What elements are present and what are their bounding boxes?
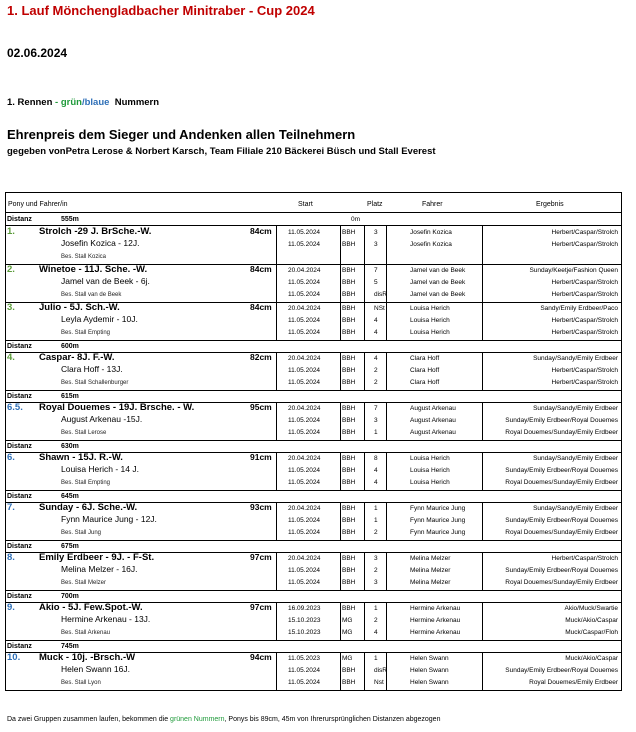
result-outcome: Sunday/Emily Erdbeer/Royal Douemes (505, 417, 618, 424)
column-divider (386, 602, 387, 640)
result-date: 11.05.2024 (288, 241, 321, 248)
result-place: 4 (374, 467, 378, 474)
result-track: BBH (342, 567, 356, 574)
result-date: 20.04.2024 (288, 505, 321, 512)
column-divider (276, 552, 277, 590)
column-divider (364, 452, 365, 490)
result-date: 11.05.2023 (288, 655, 321, 662)
result-outcome: Herbert/Caspar/Strolch (551, 279, 618, 286)
entry-number: 7. (7, 502, 15, 513)
column-divider (364, 264, 365, 302)
result-track: BBH (342, 241, 356, 248)
result-driver: Hermine Arkenau (410, 617, 461, 624)
entry-number: 2. (7, 264, 15, 275)
result-outcome: Herbert/Caspar/Strolch (551, 555, 618, 562)
race-suffix: Nummern (114, 97, 160, 108)
entry-number: 8. (7, 552, 15, 563)
entry-number: 10. (7, 652, 21, 663)
result-date: 11.05.2024 (288, 467, 321, 474)
result-date: 11.05.2024 (288, 379, 321, 386)
result-outcome: Sunday/Sandy/Emily Erdbeer (533, 455, 618, 462)
result-driver: August Arkenau (410, 405, 456, 412)
result-outcome: Sunday/Emily Erdbeer/Royal Douemes (505, 517, 618, 524)
pony-name: Winetoe - 11J. Sche. -W. (39, 264, 148, 275)
result-driver: Clara Hoff (410, 379, 440, 386)
column-divider (364, 352, 365, 390)
distance-value: 555m (61, 216, 79, 223)
result-date: 20.04.2024 (288, 555, 321, 562)
result-outcome: Akio/Muck/Swartie (564, 605, 618, 612)
pony-height: 97cm (250, 602, 272, 612)
result-place: 2 (374, 367, 378, 374)
column-divider (340, 226, 341, 264)
distance-value: 600m (61, 343, 79, 350)
column-divider (276, 402, 277, 440)
column-divider (482, 502, 483, 540)
column-divider (364, 302, 365, 340)
race-date: 02.06.2024 (7, 46, 68, 60)
result-driver: Louisa Herich (410, 455, 450, 462)
result-place: 1 (374, 517, 378, 524)
column-divider (386, 226, 387, 264)
result-place: 3 (374, 579, 378, 586)
pony-name: Shawn - 15J. R.-W. (39, 452, 123, 463)
result-date: 20.04.2024 (288, 405, 321, 412)
result-place: 1 (374, 605, 378, 612)
entry-number: 6.5. (7, 402, 23, 413)
footer-note (7, 716, 440, 723)
result-track: BBH (342, 605, 356, 612)
result-driver: Louisa Herich (410, 317, 450, 324)
result-outcome: Sunday/Sandy/Emily Erdbeer (533, 505, 618, 512)
result-outcome: Royal Douemes/Sunday/Emily Erdbeer (505, 579, 618, 586)
result-driver: Josefin Kozica (410, 229, 452, 236)
column-divider (276, 602, 277, 640)
pony-height: 97cm (250, 552, 272, 562)
entry-number: 3. (7, 302, 15, 313)
result-outcome: Herbert/Caspar/Strolch (551, 379, 618, 386)
result-track: BBH (342, 517, 356, 524)
result-place: NSt (374, 305, 385, 312)
result-track: BBH (342, 417, 356, 424)
pony-height: 84cm (250, 226, 272, 236)
distance-label: Distanz (7, 216, 32, 223)
row-divider (6, 540, 621, 541)
result-outcome: Herbert/Caspar/Strolch (551, 329, 618, 336)
result-outcome: Sunday/Sandy/Emily Erdbeer (533, 405, 618, 412)
result-place: 4 (374, 479, 378, 486)
result-track: BBH (342, 355, 356, 362)
result-track: BBH (342, 505, 356, 512)
result-outcome: Muck/Caspar/Floh (565, 629, 618, 636)
result-track: BBH (342, 579, 356, 586)
result-date: 11.05.2024 (288, 291, 321, 298)
result-place: disR (374, 667, 388, 674)
prize-heading: Ehrenpreis dem Sieger und Andenken allen Teilnehmern (7, 127, 356, 142)
result-outcome: Royal Douemes/Sunday/Emily Erdbeer (505, 529, 618, 536)
result-place: 4 (374, 329, 378, 336)
result-track: BBH (342, 291, 356, 298)
result-outcome: Sunday/Sandy/Emily Erdbeer (533, 355, 618, 362)
stable-name: Bes. Stall van de Beek (61, 292, 122, 298)
pony-height: 91cm (250, 452, 272, 462)
result-date: 20.04.2024 (288, 267, 321, 274)
column-divider (482, 264, 483, 302)
distance-value: 700m (61, 593, 79, 600)
result-track: BBH (342, 555, 356, 562)
result-driver: Jamel van de Beek (410, 267, 466, 274)
result-date: 11.05.2024 (288, 329, 321, 336)
row-divider (6, 640, 621, 641)
header-platz: Platz (367, 201, 383, 208)
stable-name: Bes. Stall Schallenburger (61, 380, 129, 386)
race-prefix: 1. Rennen (7, 97, 53, 108)
result-driver: August Arkenau (410, 429, 456, 436)
column-divider (340, 602, 341, 640)
column-divider (386, 302, 387, 340)
distance-value: 630m (61, 443, 79, 450)
result-track: BBH (342, 367, 356, 374)
row-divider (6, 340, 621, 341)
column-divider (482, 552, 483, 590)
distance-zero: 0m (351, 216, 361, 223)
column-divider (482, 226, 483, 264)
result-outcome: Sunday/Keetje/Fashion Queen (529, 267, 618, 274)
result-driver: Louisa Herich (410, 479, 450, 486)
result-outcome: Royal Douemes/Sunday/Emily Erdbeer (505, 429, 618, 436)
result-outcome: Royal Douemes/Emily Erdbeer (529, 679, 618, 686)
column-divider (364, 552, 365, 590)
race-heading (7, 97, 159, 108)
pony-name: Julio - 5J. Sch.-W. (39, 302, 120, 313)
race-slash: / (81, 97, 85, 108)
result-outcome: Herbert/Caspar/Strolch (551, 291, 618, 298)
result-driver: Josefin Kozica (410, 241, 452, 248)
result-place: 3 (374, 241, 378, 248)
race-sep: - (55, 97, 59, 108)
column-divider (482, 452, 483, 490)
pony-height: 94cm (250, 652, 272, 662)
result-outcome: Royal Douemes/Sunday/Emily Erdbeer (505, 479, 618, 486)
pony-name: Akio - 5J. Few.Spot.-W. (39, 602, 143, 613)
sponsor-line: gegeben vonPetra Lerose & Norbert Karsch, Team Filiale 210 Bäckerei Büsch und Stall Everest (7, 146, 436, 157)
result-track: BBH (342, 305, 356, 312)
result-date: 11.05.2024 (288, 679, 321, 686)
column-divider (482, 402, 483, 440)
result-date: 15.10.2023 (288, 617, 321, 624)
header-start: Start (298, 201, 313, 208)
result-outcome: Sandy/Emily Erdbeer/Paco (540, 305, 618, 312)
result-track: BBH (342, 329, 356, 336)
column-divider (276, 502, 277, 540)
result-place: 3 (374, 417, 378, 424)
result-place: 2 (374, 379, 378, 386)
result-track: BBH (342, 279, 356, 286)
distance-label: Distanz (7, 643, 32, 650)
note-green: grünen Nummern (170, 716, 225, 723)
result-driver: Fynn Maurice Jung (410, 505, 466, 512)
distance-label: Distanz (7, 543, 32, 550)
result-date: 11.05.2024 (288, 429, 321, 436)
result-place: 7 (374, 267, 378, 274)
result-place: 1 (374, 505, 378, 512)
column-divider (482, 352, 483, 390)
column-divider (364, 402, 365, 440)
distance-value: 675m (61, 543, 79, 550)
row-divider (6, 590, 621, 591)
pony-height: 82cm (250, 352, 272, 362)
result-track: BBH (342, 455, 356, 462)
column-divider (340, 552, 341, 590)
race-blue: blaue (84, 97, 110, 108)
row-divider (6, 390, 621, 391)
result-driver: Jamel van de Beek (410, 291, 466, 298)
result-driver: Helen Swann (410, 679, 449, 686)
result-track: MG (342, 629, 353, 636)
pony-height: 95cm (250, 402, 272, 412)
driver-name: Hermine Arkenau - 13J. (61, 614, 151, 624)
column-divider (386, 402, 387, 440)
result-place: 4 (374, 317, 378, 324)
column-divider (340, 502, 341, 540)
header-pony: Pony und Fahrer/in (8, 201, 68, 208)
race-green: grün (60, 97, 82, 108)
result-place: 2 (374, 617, 378, 624)
result-track: MG (342, 617, 353, 624)
header-ergebnis: Ergebnis (536, 201, 564, 208)
result-track: BBH (342, 229, 356, 236)
result-date: 20.04.2024 (288, 455, 321, 462)
column-divider (276, 302, 277, 340)
distance-value: 645m (61, 493, 79, 500)
result-driver: Louisa Herich (410, 329, 450, 336)
result-place: 1 (374, 429, 378, 436)
result-driver: Helen Swann (410, 667, 449, 674)
result-outcome: Herbert/Caspar/Strolch (551, 317, 618, 324)
column-divider (276, 226, 277, 264)
result-date: 11.05.2024 (288, 667, 321, 674)
stable-name: Bes. Stall Kozica (61, 254, 107, 260)
driver-name: Louisa Herich - 14 J. (61, 464, 139, 474)
distance-label: Distanz (7, 393, 32, 400)
result-place: Nst (374, 679, 384, 686)
column-divider (386, 352, 387, 390)
pony-name: Caspar- 8J. F.-W. (39, 352, 115, 363)
stable-name: Bes. Stall Empting (61, 480, 111, 486)
column-divider (386, 502, 387, 540)
stable-name: Bes. Stall Lerose (61, 430, 107, 436)
result-outcome: Herbert/Caspar/Strolch (551, 241, 618, 248)
header-fahrer: Fahrer (422, 201, 443, 208)
result-driver: Clara Hoff (410, 355, 440, 362)
column-divider (276, 652, 277, 690)
driver-name: Helen Swann 16J. (61, 664, 130, 674)
result-driver: Fynn Maurice Jung (410, 529, 466, 536)
result-date: 11.05.2024 (288, 479, 321, 486)
result-outcome: Herbert/Caspar/Strolch (551, 367, 618, 374)
result-outcome: Sunday/Emily Erdbeer/Royal Douemes (505, 567, 618, 574)
column-divider (386, 552, 387, 590)
result-outcome: Sunday/Emily Erdbeer/Royal Douemes (505, 467, 618, 474)
result-track: BBH (342, 667, 356, 674)
result-driver: Hermine Arkenau (410, 629, 461, 636)
result-track: BBH (342, 679, 356, 686)
column-divider (364, 602, 365, 640)
column-divider (340, 402, 341, 440)
result-driver: August Arkenau (410, 417, 456, 424)
distance-label: Distanz (7, 493, 32, 500)
entry-number: 1. (7, 226, 15, 237)
pony-name: Royal Douemes - 19J. Brsche. - W. (39, 402, 195, 413)
column-divider (482, 302, 483, 340)
entry-number: 6. (7, 452, 15, 463)
stable-name: Bes. Stall Lyon (61, 680, 101, 686)
result-place: 2 (374, 567, 378, 574)
result-track: BBH (342, 379, 356, 386)
result-date: 11.05.2024 (288, 417, 321, 424)
stable-name: Bes. Stall Jung (61, 530, 102, 536)
row-divider (6, 440, 621, 441)
column-divider (482, 602, 483, 640)
column-divider (340, 352, 341, 390)
column-divider (364, 502, 365, 540)
result-date: 11.05.2024 (288, 579, 321, 586)
note-before: Da zwei Gruppen zusammen laufen, bekommen die (7, 716, 169, 723)
result-place: 8 (374, 455, 378, 462)
entry-number: 4. (7, 352, 15, 363)
race-table (5, 192, 622, 691)
result-outcome: Muck/Akio/Caspar (565, 617, 618, 624)
column-divider (276, 352, 277, 390)
note-after: , Ponys bis 89cm, 45m von Ihrerursprünglichen Distanzen abgezogen (224, 716, 441, 723)
pony-name: Muck - 10j. -Brsch.-W (39, 652, 136, 663)
result-outcome: Sunday/Emily Erdbeer/Royal Douemes (505, 667, 618, 674)
result-outcome: Muck/Akio/Caspar (565, 655, 618, 662)
result-driver: Fynn Maurice Jung (410, 517, 466, 524)
column-divider (340, 452, 341, 490)
result-driver: Helen Swann (410, 655, 449, 662)
driver-name: Jamel van de Beek - 6j. (61, 276, 150, 286)
driver-name: Clara Hoff - 13J. (61, 364, 123, 374)
result-track: BBH (342, 405, 356, 412)
pony-name: Emily Erdbeer - 9J. - F-St. (39, 552, 155, 563)
page-title: 1. Lauf Mönchengladbacher Minitraber - Cup 2024 (7, 3, 315, 18)
result-date: 11.05.2024 (288, 317, 321, 324)
result-driver: Melina Melzer (410, 555, 451, 562)
result-date: 16.09.2023 (288, 605, 321, 612)
result-driver: Louisa Herich (410, 305, 450, 312)
column-divider (364, 652, 365, 690)
result-driver: Hermine Arkenau (410, 605, 461, 612)
result-track: BBH (342, 429, 356, 436)
distance-value: 745m (61, 643, 79, 650)
result-date: 20.04.2024 (288, 305, 321, 312)
driver-name: August Arkenau -15J. (61, 414, 143, 424)
result-track: BBH (342, 317, 356, 324)
pony-name: Strolch -29 J. BrSche.-W. (39, 226, 152, 237)
driver-name: Fynn Maurice Jung - 12J. (61, 514, 157, 524)
result-track: MG (342, 655, 353, 662)
result-place: 1 (374, 655, 378, 662)
row-divider (6, 490, 621, 491)
result-driver: Melina Melzer (410, 567, 451, 574)
distance-label: Distanz (7, 343, 32, 350)
result-date: 11.05.2024 (288, 517, 321, 524)
column-divider (340, 302, 341, 340)
row-divider (6, 212, 621, 213)
driver-name: Melina Melzer - 16J. (61, 564, 138, 574)
result-place: 5 (374, 279, 378, 286)
pony-height: 84cm (250, 302, 272, 312)
result-track: BBH (342, 267, 356, 274)
result-date: 11.05.2024 (288, 567, 321, 574)
stable-name: Bes. Stall Melzer (61, 580, 107, 586)
result-driver: Louisa Herich (410, 467, 450, 474)
result-date: 11.05.2024 (288, 529, 321, 536)
result-track: BBH (342, 479, 356, 486)
result-place: disR (374, 291, 388, 298)
stable-name: Bes. Stall Arkenau (61, 630, 111, 636)
result-date: 11.05.2024 (288, 367, 321, 374)
entry-number: 9. (7, 602, 15, 613)
column-divider (386, 452, 387, 490)
result-driver: Melina Melzer (410, 579, 451, 586)
result-place: 4 (374, 629, 378, 636)
pony-height: 84cm (250, 264, 272, 274)
result-date: 15.10.2023 (288, 629, 321, 636)
result-driver: Clara Hoff (410, 367, 440, 374)
pony-height: 93cm (250, 502, 272, 512)
driver-name: Leyla Aydemir - 10J. (61, 314, 138, 324)
result-place: 3 (374, 229, 378, 236)
column-divider (340, 652, 341, 690)
result-date: 20.04.2024 (288, 355, 321, 362)
column-divider (482, 652, 483, 690)
column-divider (276, 264, 277, 302)
result-place: 2 (374, 529, 378, 536)
pony-name: Sunday - 6J. Sche.-W. (39, 502, 138, 513)
result-driver: Jamel van de Beek (410, 279, 466, 286)
result-track: BBH (342, 529, 356, 536)
column-divider (340, 264, 341, 302)
column-divider (364, 226, 365, 264)
result-date: 11.05.2024 (288, 279, 321, 286)
stable-name: Bes. Stall Empting (61, 330, 111, 336)
result-outcome: Herbert/Caspar/Strolch (551, 229, 618, 236)
result-place: 4 (374, 355, 378, 362)
distance-value: 615m (61, 393, 79, 400)
result-place: 3 (374, 555, 378, 562)
distance-label: Distanz (7, 443, 32, 450)
driver-name: Josefin Kozica - 12J. (61, 238, 140, 248)
result-track: BBH (342, 467, 356, 474)
distance-label: Distanz (7, 593, 32, 600)
result-date: 11.05.2024 (288, 229, 321, 236)
column-divider (276, 452, 277, 490)
result-place: 7 (374, 405, 378, 412)
